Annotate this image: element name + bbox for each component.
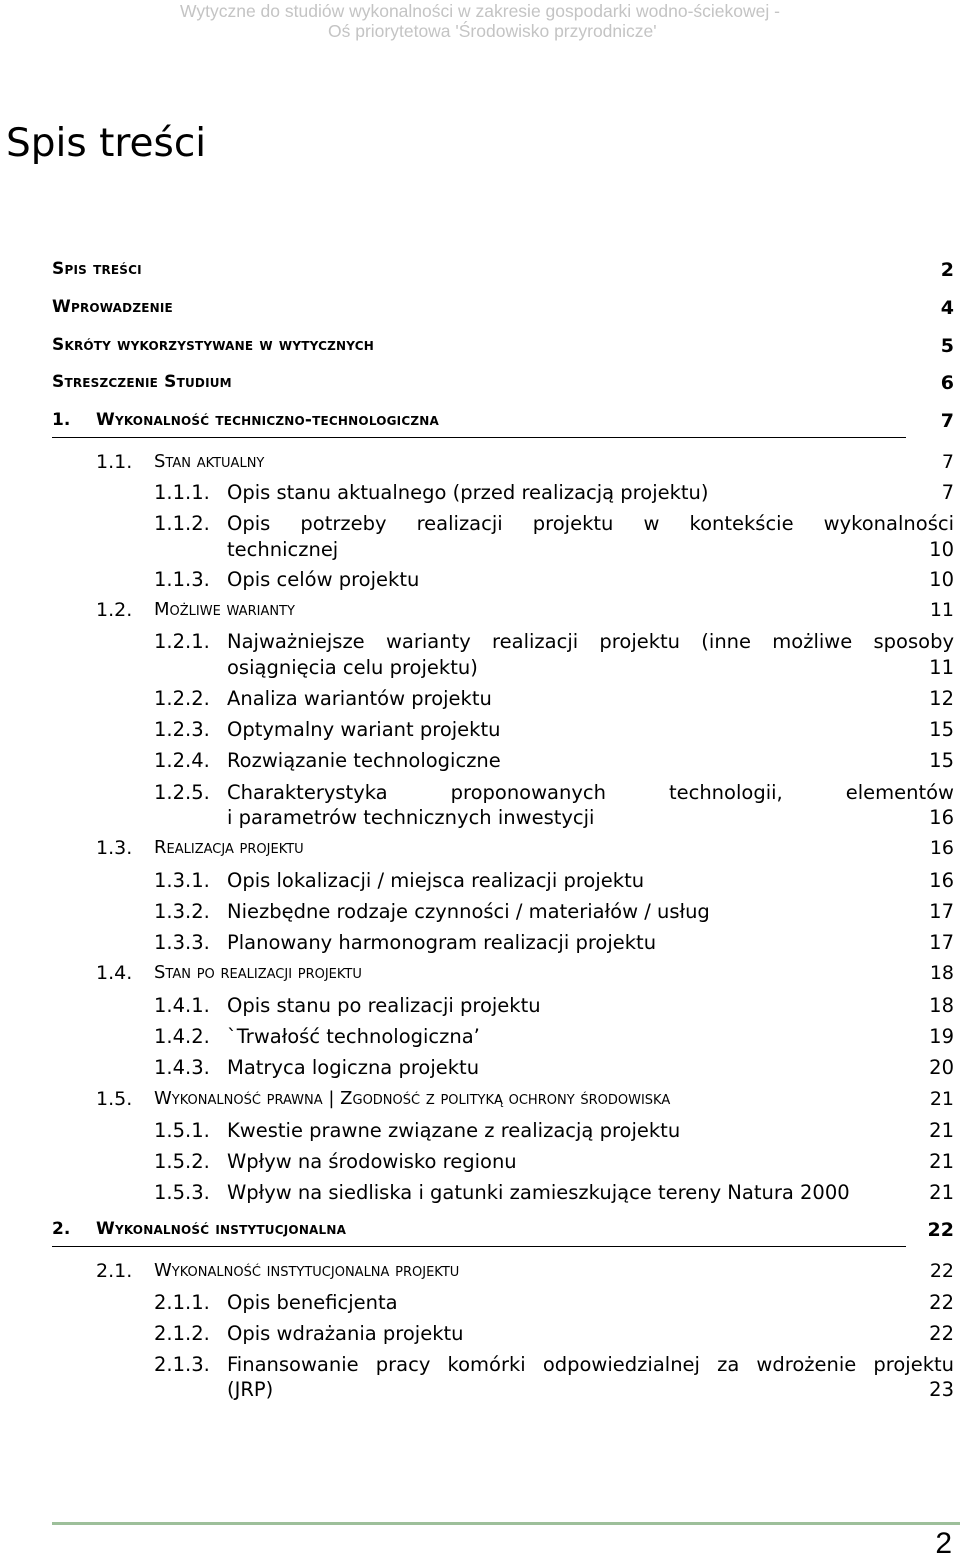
toc-entry-page: 16 [929, 837, 954, 859]
toc-entry-page: 21 [929, 1150, 954, 1173]
toc-entry-page: 15 [929, 749, 954, 772]
toc-entry-title: Planowany harmonogram realizacji projektu [227, 931, 657, 954]
toc-entry-page: 17 [929, 931, 954, 954]
toc-entry-page: 22 [927, 1219, 954, 1241]
toc-entry-page: 7 [940, 410, 954, 432]
toc-entry-number: 1.3.1. [154, 869, 210, 892]
toc-entry-title: Opis potrzeby realizacji projektu w kontekście wykonalności [227, 512, 954, 535]
toc-entry-page: 4 [940, 297, 954, 319]
section-rule [52, 437, 906, 438]
toc-entry-page: 6 [940, 372, 954, 394]
toc-entry-title: Optymalny wariant projektu [227, 718, 501, 741]
toc-entry-page: 21 [929, 1088, 954, 1110]
toc-entry-title: Opis stanu po realizacji projektu [227, 994, 541, 1017]
toc-entry-page: 16 [929, 806, 954, 829]
running-header-line-1: Wytyczne do studiów wykonalności w zakresie gospodarki wodno-ściekowej - [180, 1, 780, 21]
toc-entry-number: 2.1.1. [154, 1291, 210, 1314]
toc-entry-number: 1.3.2. [154, 900, 210, 923]
toc-entry-title: Wpływ na siedliska i gatunki zamieszkujące tereny Natura 2000 [227, 1181, 850, 1204]
toc-entry-title-continuation: (JRP) [227, 1378, 274, 1401]
toc-entry-page: 23 [929, 1378, 954, 1401]
toc-entry-number: 1.3. [96, 837, 133, 859]
toc-entry-page: 22 [929, 1322, 954, 1345]
toc-entry-title-continuation: i parametrów technicznych inwestycji [227, 806, 595, 829]
toc-entry-page: 21 [929, 1181, 954, 1204]
toc-entry-page: 22 [929, 1260, 954, 1282]
toc-entry-page: 5 [940, 335, 954, 357]
toc-entry-number: 1.4.3. [154, 1056, 210, 1079]
toc-entry-title: Możliwe warianty [154, 599, 295, 620]
toc-entry-title: Najważniejsze warianty realizacji projektu (inne możliwe sposoby [227, 630, 954, 653]
toc-entry-title: Skróty wykorzystywane w wytycznych [52, 335, 374, 355]
toc-entry-page: 22 [929, 1291, 954, 1314]
toc-entry-number: 1.1. [96, 451, 133, 473]
toc-entry-title: Niezbędne rodzaje czynności / materiałów / usług [227, 900, 710, 923]
toc-entry-number: 1.4.1. [154, 994, 210, 1017]
toc-entry-page: 11 [929, 656, 954, 679]
toc-entry-page: 2 [940, 259, 954, 281]
toc-entry-number: 1.5. [96, 1088, 133, 1110]
toc-entry-page: 18 [929, 994, 954, 1017]
toc-entry-title: Wpływ na środowisko regionu [227, 1150, 517, 1173]
toc-entry-title: Analiza wariantów projektu [227, 687, 492, 710]
footer-rule [52, 1522, 960, 1525]
toc-entry-page: 12 [929, 687, 954, 710]
toc-entry-title: Matryca logiczna projektu [227, 1056, 480, 1079]
toc-entry-page: 7 [941, 481, 954, 504]
section-rule [52, 1246, 906, 1247]
toc-entry-number: 1.3.3. [154, 931, 210, 954]
toc-entry-page: 16 [929, 869, 954, 892]
toc-entry-page: 10 [929, 538, 954, 561]
toc-entry-title: Wykonalność instytucjonalna projektu [154, 1260, 460, 1281]
toc-entry-title: Rozwiązanie technologiczne [227, 749, 501, 772]
toc-entry-number: 1.2.4. [154, 749, 210, 772]
toc-entry-title: Opis wdrażania projektu [227, 1322, 464, 1345]
toc-entry-page: 21 [929, 1119, 954, 1142]
toc-entry-title: Wykonalność instytucjonalna [96, 1219, 347, 1239]
toc-entry-number: 1.4. [96, 962, 133, 984]
toc-entry-title: Streszczenie Studium [52, 372, 232, 392]
toc-entry-title: Stan aktualny [154, 451, 265, 472]
toc-entry-title: Opis beneficjenta [227, 1291, 398, 1314]
toc-entry-number: 1.2. [96, 599, 133, 621]
toc-entry-title: Opis lokalizacji / miejsca realizacji projektu [227, 869, 645, 892]
page-title: Spis treści [6, 121, 207, 166]
toc-entry-title: `Trwałość technologiczna’ [227, 1025, 480, 1048]
toc-entry-number: 1. [52, 410, 71, 430]
toc-entry-number: 2. [52, 1219, 71, 1239]
toc-entry-number: 1.2.5. [154, 781, 210, 804]
toc-entry-number: 1.1.3. [154, 568, 210, 591]
toc-entry-number: 1.1.2. [154, 512, 210, 535]
toc-entry-page: 15 [929, 718, 954, 741]
toc-entry-page: 20 [929, 1056, 954, 1079]
toc-entry-number: 2.1. [96, 1260, 133, 1282]
toc-entry-number: 1.5.3. [154, 1181, 210, 1204]
toc-entry-number: 1.2.3. [154, 718, 210, 741]
toc-entry-title: Wprowadzenie [52, 297, 173, 317]
toc-entry-number: 1.4.2. [154, 1025, 210, 1048]
toc-entry-number: 1.5.2. [154, 1150, 210, 1173]
toc-entry-number: 2.1.2. [154, 1322, 210, 1345]
toc-entry-title-continuation: technicznej [227, 538, 339, 561]
toc-entry-title: Stan po realizacji projektu [154, 962, 362, 983]
toc-entry-title: Wykonalność techniczno-technologiczna [96, 410, 439, 430]
toc-entry-title: Wykonalność prawna | Zgodność z polityką ochrony środowiska [154, 1088, 671, 1109]
toc-entry-page: 11 [929, 599, 954, 621]
toc-entry-title: Realizacja projektu [154, 837, 304, 858]
toc-entry-page: 17 [929, 900, 954, 923]
toc-entry-page: 18 [929, 962, 954, 984]
running-header-line-2: Oś priorytetowa 'Środowisko przyrodnicze' [328, 21, 657, 41]
toc-entry-number: 1.5.1. [154, 1119, 210, 1142]
toc-entry-number: 1.1.1. [154, 481, 210, 504]
toc-entry-number: 2.1.3. [154, 1353, 210, 1376]
toc-entry-title-continuation: osiągnięcia celu projektu) [227, 656, 478, 679]
toc-entry-title: Kwestie prawne związane z realizacją projektu [227, 1119, 681, 1142]
toc-entry-number: 1.2.1. [154, 630, 210, 653]
toc-entry-title: Charakterystyka proponowanych technologii, elementów [227, 781, 954, 804]
page-number: 2 [935, 1527, 952, 1560]
toc-entry-page: 19 [929, 1025, 954, 1048]
toc-entry-title: Opis stanu aktualnego (przed realizacją projektu) [227, 481, 709, 504]
toc-entry-page: 7 [941, 451, 954, 473]
toc-entry-title: Finansowanie pracy komórki odpowiedzialnej za wdrożenie projektu [227, 1353, 954, 1376]
toc-entry-number: 1.2.2. [154, 687, 210, 710]
toc-entry-title: Spis treści [52, 259, 142, 279]
toc-entry-title: Opis celów projektu [227, 568, 420, 591]
toc-entry-page: 10 [929, 568, 954, 591]
